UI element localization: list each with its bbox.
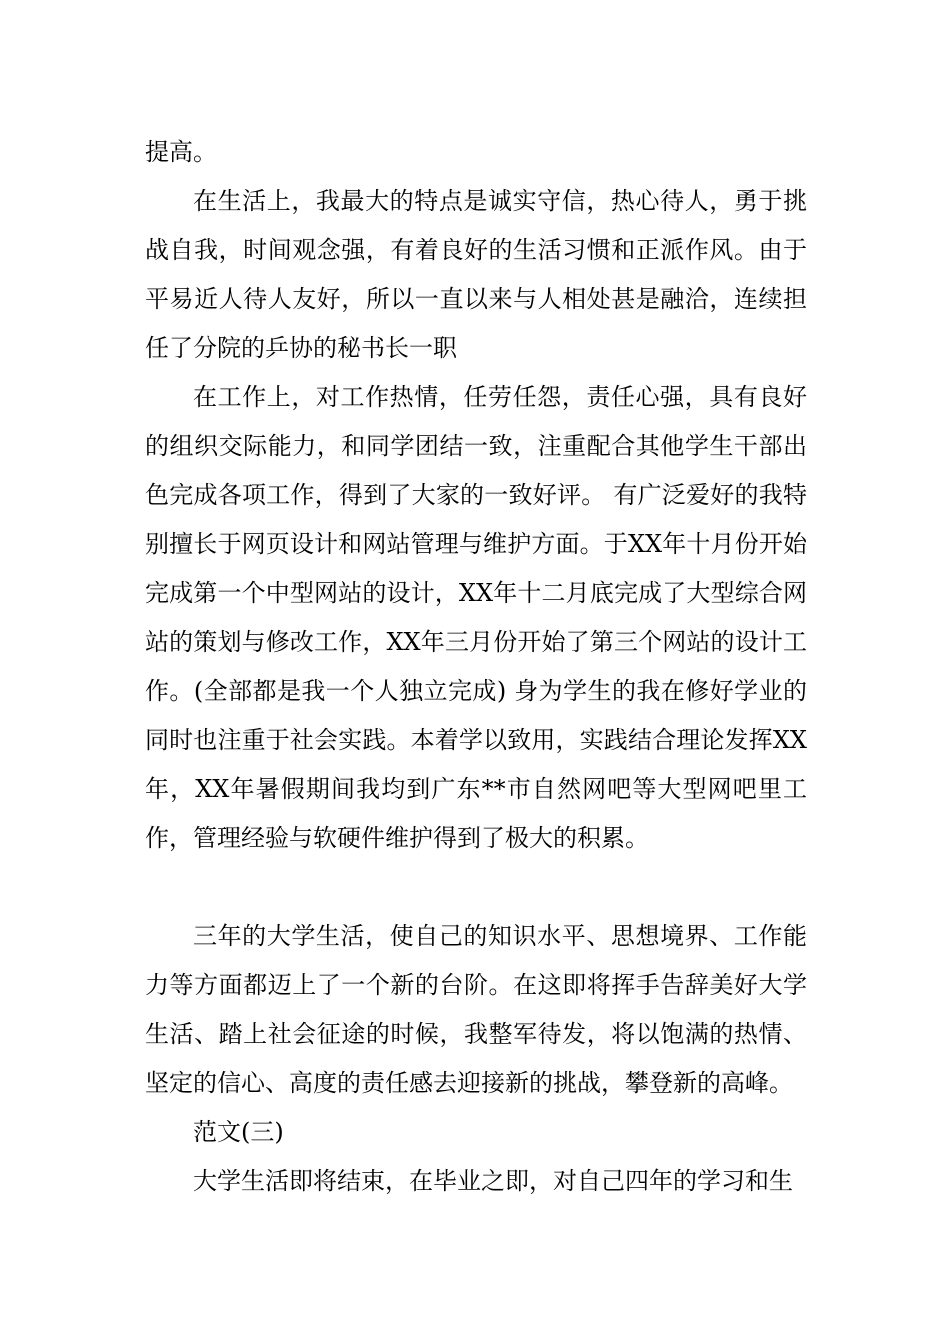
paragraph-intro: 大学生活即将结束，在毕业之即，对自己四年的学习和生	[193, 1167, 793, 1195]
paragraph-continuation: 提高。	[145, 138, 217, 166]
document-body	[145, 128, 807, 1206]
paragraph-life: 在生活上，我最大的特点是诚实守信，热心待人，勇于挑战自我，时间观念强，有着良好的生活习惯和正派作风。由于平易近人待人友好，所以一直以来与人相处甚是融洽，连续担任了分院的乒协的秘书长一职	[145, 187, 807, 362]
paragraph-work: 在工作上，对工作热情，任劳任怨，责任心强，具有良好的组织交际能力，和同学团结一致，注重配合其他学生干部出色完成各项工作，得到了大家的一致好评。 有广泛爱好的我特别擅长于网页设计和网站管理与维护方面。于XX年十月份开始完成第一个中型网站的设计，XX年十二月底完成了大型综合网站的策划与修改工作，XX年三月份开始了第三个网站的设计工作。(全部都是我一个人独立完成) 身为学生的我在修好学业的同时也注重于社会实践。本着学以致用，实践结合理论发挥XX年，XX年暑假期间我均到广东**市自然网吧等大型网吧里工作，管理经验与软硬件维护得到了极大的积累。	[145, 383, 807, 852]
paragraph-summary: 三年的大学生活，使自己的知识水平、思想境界、工作能力等方面都迈上了一个新的台阶。在这即将挥手告辞美好大学生活、踏上社会征途的时候，我整军待发，将以饱满的热情、坚定的信心、高度的责任感去迎接新的挑战，攀登新的高峰。	[145, 922, 807, 1097]
section-heading: 范文(三)	[193, 1118, 284, 1146]
